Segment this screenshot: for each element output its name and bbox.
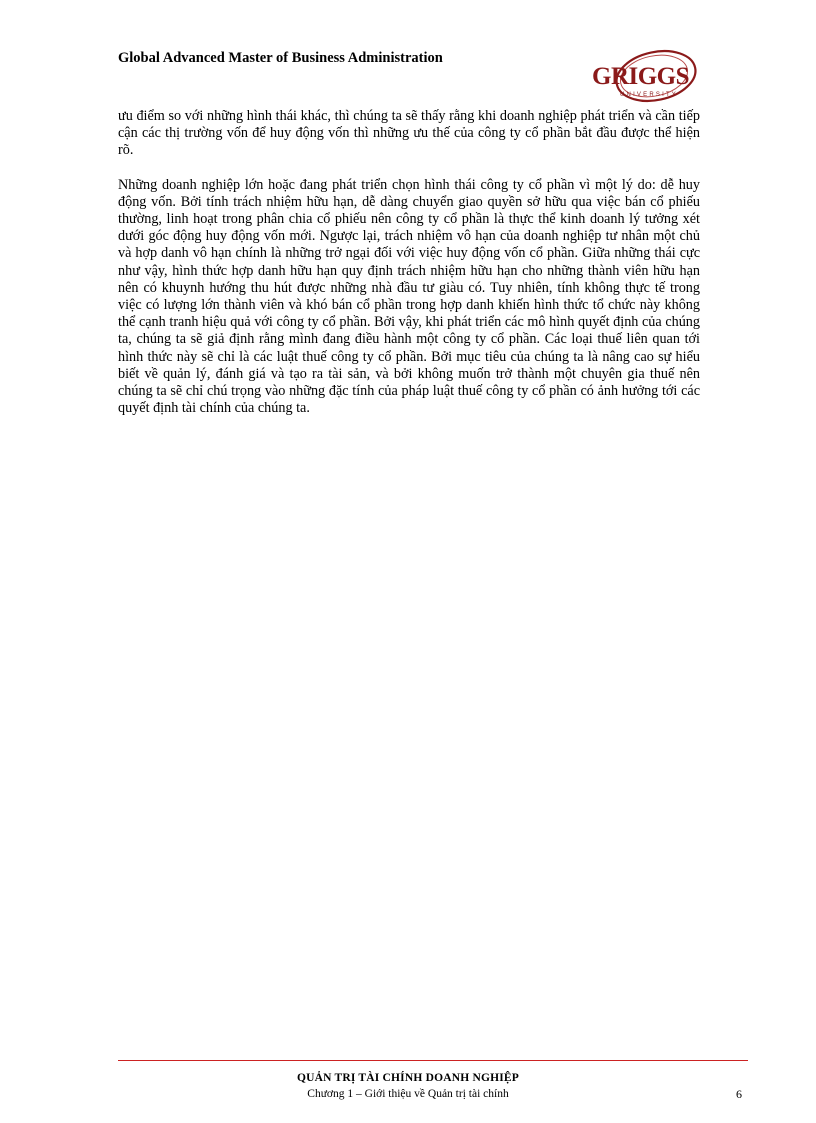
body-content bbox=[118, 108, 700, 434]
griggs-university-logo bbox=[590, 46, 704, 104]
body-paragraph-2: Những doanh nghiệp lớn hoặc đang phát triển chọn hình thái công ty cổ phần vì một lý do: dễ huy động vốn. Bởi tính trách nhiệm hữu hạn, dễ dàng chuyển giao quyền sở hữu qua việc bán cổ phiếu thường, linh hoạt trong phân chia cổ phiếu nên công ty cổ phần là thực thể kinh doanh lý tưởng xét dưới góc động huy động vốn mới. Ngược lại, trách nhiệm vô hạn của doanh nghiệp tư nhân một chủ và hợp danh vô hạn chính là những trở ngại đối với việc huy động vốn cổ phần. Giữa những thái cực như vậy, hình thức hợp danh hữu hạn quy định trách nhiệm hữu hạn cho những thành viên hữu hạn nên có khuynh hướng thu hút được những nhà đầu tư giàu có. Tuy nhiên, tính không thực tế trong việc có lượng lớn thành viên và khó bán cổ phần trong hợp danh khiến hình thức tổ chức này không thể cạnh tranh hiệu quả với công ty cổ phần. Bởi vậy, khi phát triển các mô hình quyết định của chúng ta, chúng ta sẽ giả định rằng mình đang điều hành một công ty cổ phần. Các loại thuế liên quan tới hình thức này sẽ chỉ là các luật thuế công ty cổ phần. Bởi mục tiêu của chúng ta là nâng cao sự hiểu biết về quản lý, đánh giá và tạo ra tài sản, và bởi không muốn trở thành một chuyên gia thuế nên chúng ta sẽ chỉ chú trọng vào những đặc tính của pháp luật thuế công ty cổ phần có ảnh hưởng tới các quyết định tài chính của chúng ta. bbox=[118, 176, 700, 417]
footer-divider bbox=[118, 1060, 748, 1061]
footer-title: QUẢN TRỊ TÀI CHÍNH DOANH NGHIỆP bbox=[296, 1072, 520, 1084]
svg-text:UNIVERSITY: UNIVERSITY bbox=[620, 92, 679, 98]
body-paragraph-1: ưu điểm so với những hình thái khác, thì chúng ta sẽ thấy rằng khi doanh nghiệp phát triển và cần tiếp cận các thị trường vốn để huy động vốn thì những ưu thế của công ty cổ phần bắt đầu được thể hiện rõ. bbox=[118, 108, 700, 159]
document-header-title: Global Advanced Master of Business Administration bbox=[118, 50, 443, 66]
griggs-logo-icon bbox=[590, 46, 704, 104]
footer-chapter-subtitle: Chương 1 – Giới thiệu về Quản trị tài chính bbox=[307, 1088, 509, 1100]
svg-text:GRIGGS: GRIGGS bbox=[592, 63, 690, 90]
page-number: 6 bbox=[736, 1087, 742, 1101]
